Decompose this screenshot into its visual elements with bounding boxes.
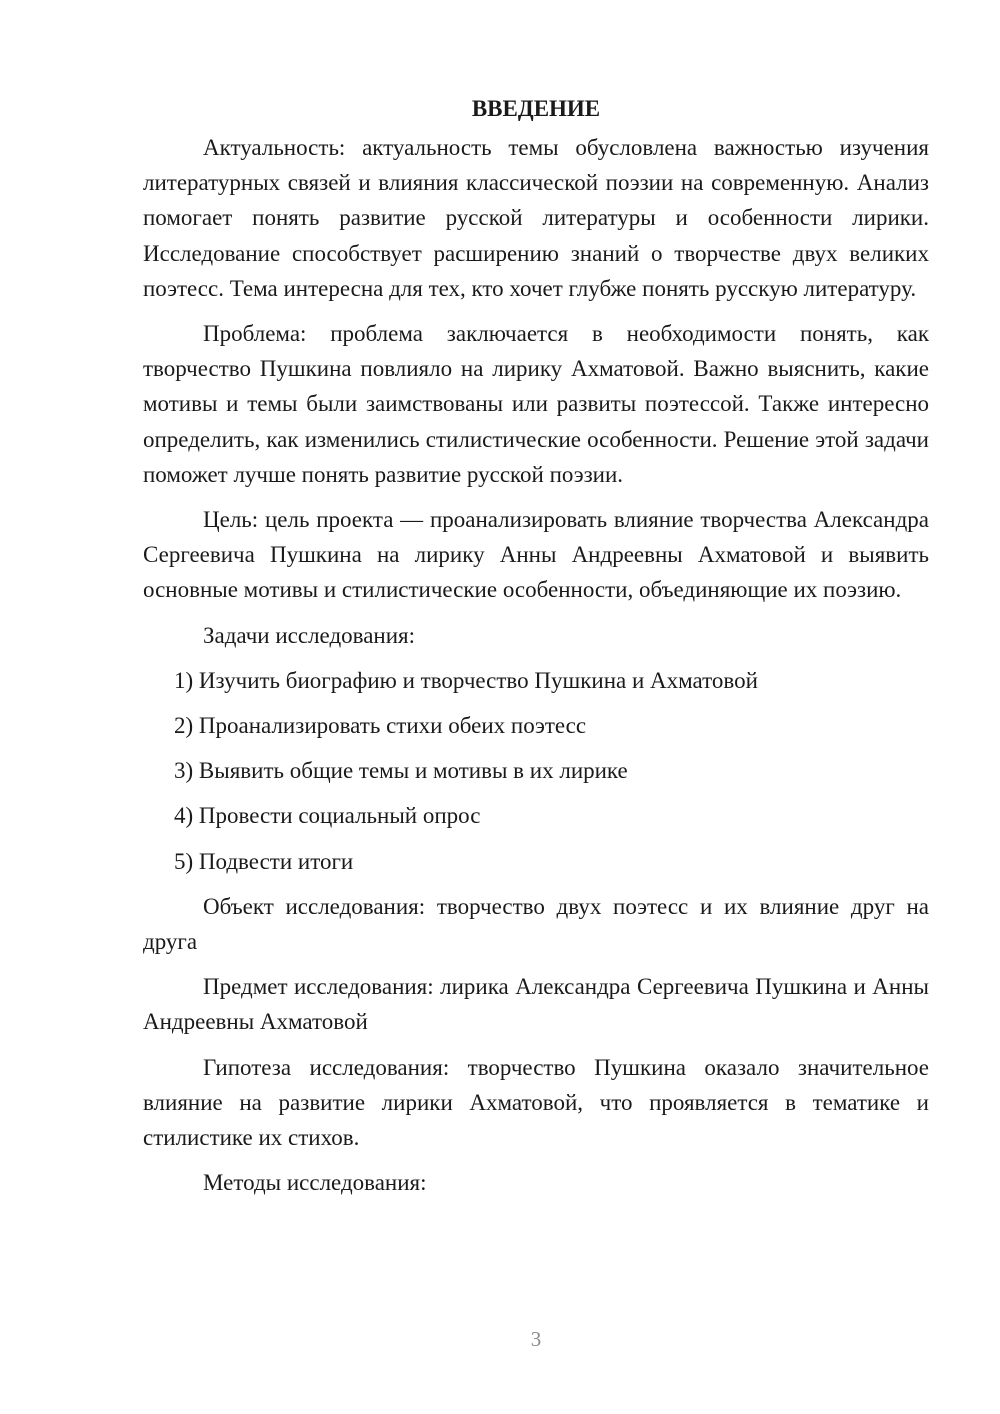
document-page xyxy=(143,92,929,1210)
goal-paragraph: Цель: цель проекта — проанализировать влияние творчества Александра Сергеевича Пушкина на лирику Анны Андреевны Ахматовой и выявить основные мотивы и стилистические особенности, объединяющие их поэзию. xyxy=(143,507,929,603)
list-item: 2) Проанализировать стихи обеих поэтесс xyxy=(174,713,587,739)
page-title: ВВЕДЕНИЕ xyxy=(471,96,601,121)
problem-paragraph: Проблема: проблема заключается в необходимости понять, как творчество Пушкина повлияло на лирику Ахматовой. Важно выяснить, какие мотивы и темы были заимствованы или развиты поэтессой. Также интересно определить, как изменились стилистические особенности. Решение этой задачи поможет лучше понять развитие русской поэзии. xyxy=(143,321,929,487)
page-number: 3 xyxy=(530,1327,542,1351)
list-item: 4) Провести социальный опрос xyxy=(174,803,481,829)
tasks-title: Задачи исследования: xyxy=(203,622,416,648)
relevance-paragraph: Актуальность: актуальность темы обусловлена важностью изучения литературных связей и влияния классической поэзии на современную. Анализ помогает понять развитие русской литературы и особенности лирики. Исследование способствует расширению знаний о творчестве двух великих поэтесс. Тема интересна для тех, кто хочет глубже понять русскую литературу. xyxy=(143,135,929,301)
hypothesis-paragraph: Гипотеза исследования: творчество Пушкина оказало значительное влияние на развитие лирики Ахматовой, что проявляется в тематике и стилистике их стихов. xyxy=(143,1054,929,1151)
tasks-list xyxy=(143,663,929,879)
list-item: 1) Изучить биографию и творчество Пушкина и Ахматовой xyxy=(174,667,758,693)
object-paragraph: Объект исследования: творчество двух поэтесс и их влияние друг на друга xyxy=(143,893,929,955)
subject-paragraph: Предмет исследования: лирика Александра Сергеевича Пушкина и Анны Андреевны Ахматовой xyxy=(143,974,929,1035)
list-item: 3) Выявить общие темы и мотивы в их лирике xyxy=(174,758,628,784)
list-item: 5) Подвести итоги xyxy=(174,848,354,874)
methods-title: Методы исследования: xyxy=(203,1170,427,1196)
